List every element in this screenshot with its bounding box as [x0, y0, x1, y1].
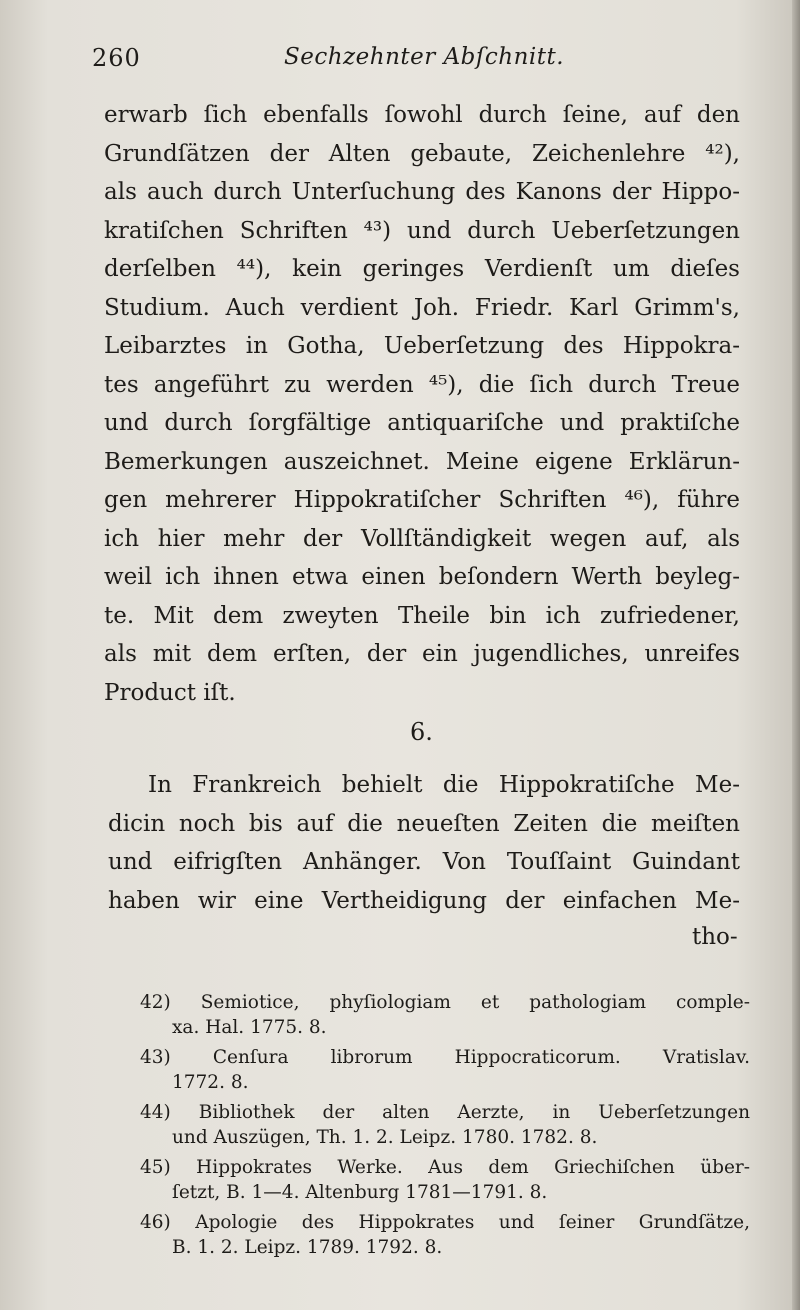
- paragraph-1: [104, 96, 740, 712]
- text-line: als mit dem erſten, der ein jugendliches, unreifes: [104, 641, 740, 667]
- text-line: ich hier mehr der Vollſtändigkeit wegen auf, als: [104, 525, 740, 552]
- text-line: Studium. Auch verdient Joh. Friedr. Karl Grimm's,: [104, 294, 740, 321]
- footnote: [140, 1045, 750, 1095]
- running-head: Sechzehnter Abſchnitt.: [284, 44, 565, 70]
- footnote-line: 45) Hippokrates Werke. Aus dem Griechiſchen über-: [140, 1157, 750, 1178]
- footnotes: [140, 990, 750, 1265]
- footnote: [140, 1210, 750, 1260]
- footnote-line: 46) Apologie des Hippokrates und ſeiner Grundſätze,: [140, 1212, 750, 1233]
- text-line: weil ich ihnen etwa einen beſondern Werth beyleg-: [104, 564, 740, 590]
- text-line: und eifrigſten Anhänger. Von Touſſaint Guindant: [108, 849, 740, 875]
- text-line: Grundſätzen der Alten gebaute, Zeichenlehre ⁴²),: [104, 140, 740, 167]
- text-line: und durch ſorgfältige antiquariſche und praktiſche: [104, 410, 740, 436]
- footnote: [140, 1155, 750, 1205]
- text-line: derſelben ⁴⁴), kein geringes Verdienſt um dieſes: [104, 256, 740, 282]
- page-number: 260: [92, 44, 141, 72]
- text-line: Product iſt.: [104, 679, 236, 706]
- footnote-line: 42) Semiotice, phyſiologiam et pathologiam comple-: [140, 992, 750, 1013]
- catchword: tho-: [692, 924, 738, 950]
- footnote-line: und Auszügen, Th. 1. 2. Leipz. 1780. 1782. 8.: [172, 1127, 598, 1148]
- footnote-line: B. 1. 2. Leipz. 1789. 1792. 8.: [172, 1237, 443, 1258]
- text-line: erwarb ſich ebenfalls ſowohl durch ſeine, auf den: [104, 102, 740, 128]
- footnote-line: 1772. 8.: [172, 1072, 249, 1093]
- text-line: tes angeführt zu werden ⁴⁵), die ſich durch Treue: [104, 371, 740, 398]
- text-line: dicin noch bis auf die neueſten Zeiten die meiſten: [108, 810, 740, 837]
- footnote: [140, 1100, 750, 1150]
- text-line: als auch durch Unterſuchung des Kanons der Hippo-: [104, 179, 740, 205]
- text-line: gen mehrerer Hippokratiſcher Schriften ⁴⁶), führe: [104, 487, 740, 513]
- text-line: Leibarztes in Gotha, Ueberſetzung des Hippokra-: [104, 333, 740, 359]
- page-edge-shadow: [792, 0, 800, 1310]
- footnote-line: xa. Hal. 1775. 8.: [172, 1017, 327, 1038]
- footnote-line: 43) Cenſura librorum Hippocraticorum. Vratislav.: [140, 1047, 750, 1068]
- section-number: 6.: [410, 718, 433, 746]
- text-line: haben wir eine Vertheidigung der einfachen Me-: [108, 887, 740, 914]
- text-line: In Frankreich behielt die Hippokratiſche Me-: [148, 772, 740, 798]
- text-line: Bemerkungen auszeichnet. Meine eigene Erklärun-: [104, 448, 740, 475]
- text-line: kratiſchen Schriften ⁴³) und durch Ueberſetzungen: [104, 217, 740, 244]
- page-header: [92, 44, 752, 78]
- footnote: [140, 990, 750, 1040]
- paragraph-2: [108, 766, 740, 920]
- footnote-line: ſetzt, B. 1—4. Altenburg 1781—1791. 8.: [172, 1182, 548, 1203]
- footnote-line: 44) Bibliothek der alten Aerzte, in Ueberſetzungen: [140, 1102, 750, 1123]
- text-line: te. Mit dem zweyten Theile bin ich zufriedener,: [104, 602, 740, 629]
